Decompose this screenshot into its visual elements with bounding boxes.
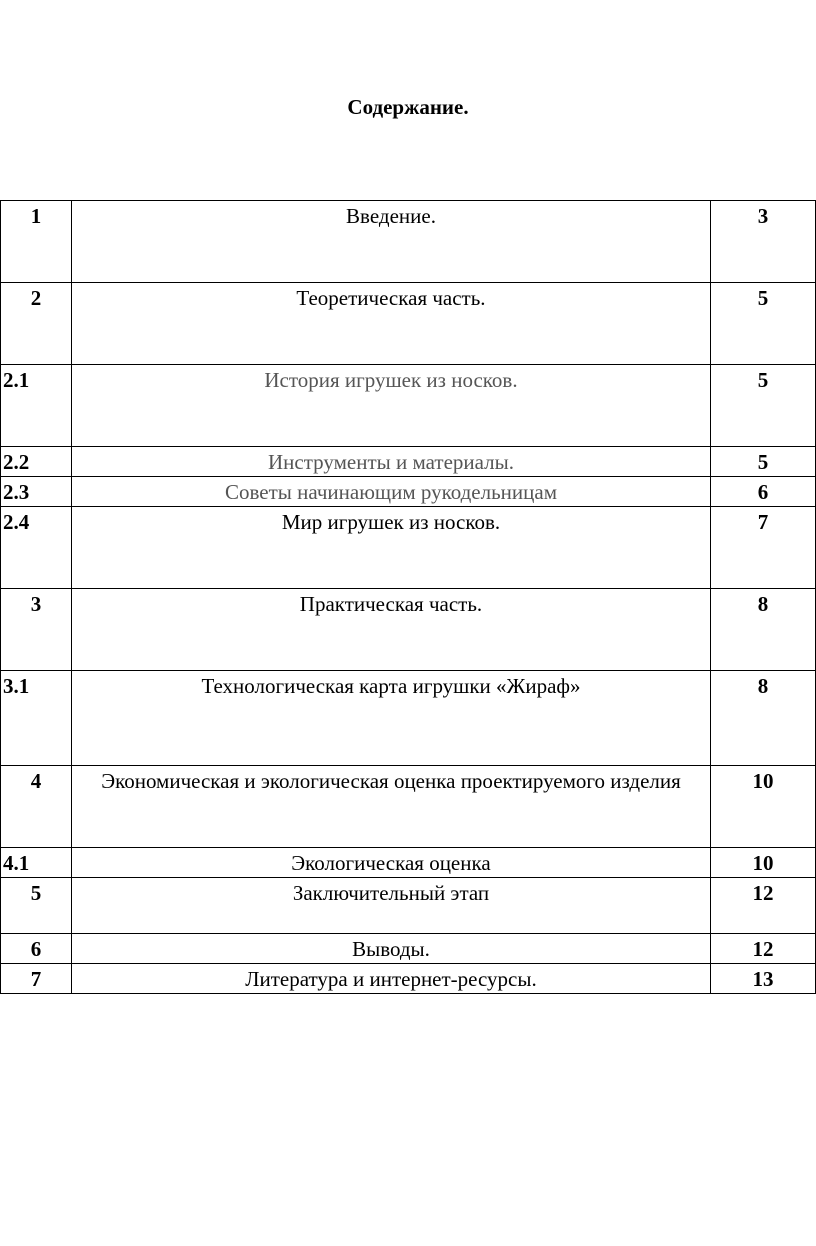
section-title: Советы начинающим рукодельницам — [72, 477, 711, 507]
page-number: 12 — [711, 934, 816, 964]
section-title: Литература и интернет-ресурсы. — [72, 964, 711, 994]
section-number: 4.1 — [1, 848, 72, 878]
page-number: 13 — [711, 964, 816, 994]
section-title: Практическая часть. — [72, 589, 711, 671]
section-title: История игрушек из носков. — [72, 365, 711, 447]
section-number: 7 — [1, 964, 72, 994]
section-title: Теоретическая часть. — [72, 283, 711, 365]
page-number: 5 — [711, 447, 816, 477]
page-number: 5 — [711, 283, 816, 365]
table-row — [1, 766, 816, 848]
table-row — [1, 878, 816, 934]
section-title: Выводы. — [72, 934, 711, 964]
table-row — [1, 964, 816, 994]
page-number: 8 — [711, 589, 816, 671]
table-row — [1, 283, 816, 365]
section-number: 4 — [1, 766, 72, 848]
page-number: 7 — [711, 507, 816, 589]
page-number: 5 — [711, 365, 816, 447]
page-number: 3 — [711, 201, 816, 283]
table-row — [1, 365, 816, 447]
table-row — [1, 477, 816, 507]
section-title: Экономическая и экологическая оценка проектируемого изделия — [72, 766, 711, 848]
table-row — [1, 934, 816, 964]
section-number: 3.1 — [1, 671, 72, 766]
section-number: 2.4 — [1, 507, 72, 589]
page-number: 6 — [711, 477, 816, 507]
table-row — [1, 848, 816, 878]
table-row — [1, 201, 816, 283]
section-title: Технологическая карта игрушки «Жираф» — [72, 671, 711, 766]
section-number: 5 — [1, 878, 72, 934]
section-number: 1 — [1, 201, 72, 283]
table-of-contents — [0, 200, 816, 994]
section-title: Заключительный этап — [72, 878, 711, 934]
table-row — [1, 589, 816, 671]
section-number: 2.3 — [1, 477, 72, 507]
table-row — [1, 507, 816, 589]
page-number: 12 — [711, 878, 816, 934]
section-number: 2 — [1, 283, 72, 365]
page-number: 10 — [711, 766, 816, 848]
section-title: Введение. — [72, 201, 711, 283]
section-title: Экологическая оценка — [72, 848, 711, 878]
section-number: 2.2 — [1, 447, 72, 477]
page-title: Содержание. — [347, 95, 469, 119]
table-row — [1, 671, 816, 766]
page-number: 8 — [711, 671, 816, 766]
section-number: 3 — [1, 589, 72, 671]
table-row — [1, 447, 816, 477]
section-number: 6 — [1, 934, 72, 964]
section-number: 2.1 — [1, 365, 72, 447]
section-title: Инструменты и материалы. — [72, 447, 711, 477]
section-title: Мир игрушек из носков. — [72, 507, 711, 589]
page-number: 10 — [711, 848, 816, 878]
